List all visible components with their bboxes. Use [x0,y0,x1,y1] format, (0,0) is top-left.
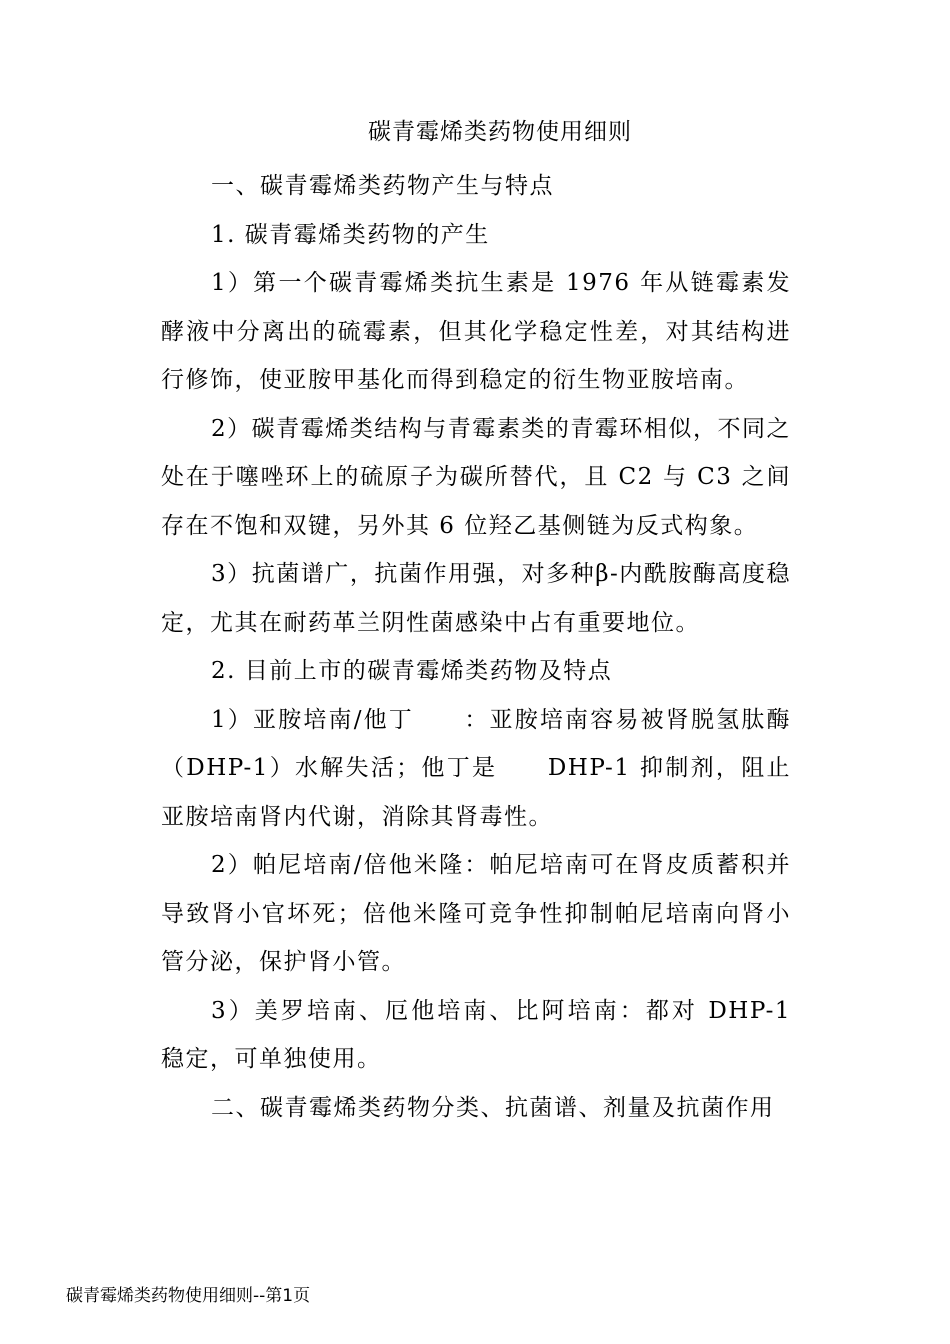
section-heading-2: 二、碳青霉烯类药物分类、抗菌谱、剂量及抗菌作用 [211,1094,775,1121]
document-body [161,162,791,1132]
document-title: 碳青霉烯类药物使用细则 [368,119,632,145]
paragraph-6: 3）美罗培南、厄他培南、比阿培南：都对 DHP-1 稳定，可单独使用。 [161,997,791,1072]
section-heading-1: 一、碳青霉烯类药物产生与特点 [211,173,554,199]
subsection-heading-2: 2. 目前上市的碳青霉烯类药物及特点 [211,658,613,684]
paragraph-2: 2）碳青霉烯类结构与青霉素类的青霉环相似，不同之处在于噻唑环上的硫原子为碳所替代，且 C2 与 C3 之间存在不饱和双键，另外其 6 位羟乙基侧链为反式构象。 [161,415,791,539]
subsection-heading-1: 1. 碳青霉烯类药物的产生 [211,221,490,248]
paragraph-4: 1）亚胺培南/他丁 ：亚胺培南容易被肾脱氢肽酶（DHP-1）水解失活；他丁是 DHP-1 抑制剂，阻止亚胺培南肾内代谢，消除其肾毒性。 [161,706,791,830]
paragraph-3: 3）抗菌谱广，抗菌作用强，对多种β-内酰胺酶高度稳定，尤其在耐药革兰阴性菌感染中占有重要地位。 [161,561,791,636]
paragraph-5: 2）帕尼培南/倍他米隆：帕尼培南可在肾皮质蓄积并导致肾小官坏死；倍他米隆可竞争性抑制帕尼培南向肾小管分泌，保护肾小管。 [161,852,791,975]
paragraph-1: 1）第一个碳青霉烯类抗生素是 1976 年从链霉素发酵液中分离出的硫霉素，但其化学稳定性差，对其结构进行修饰，使亚胺甲基化而得到稳定的衍生物亚胺培南。 [161,270,791,393]
page-footer: 碳青霉烯类药物使用细则--第1页 [66,1286,311,1306]
